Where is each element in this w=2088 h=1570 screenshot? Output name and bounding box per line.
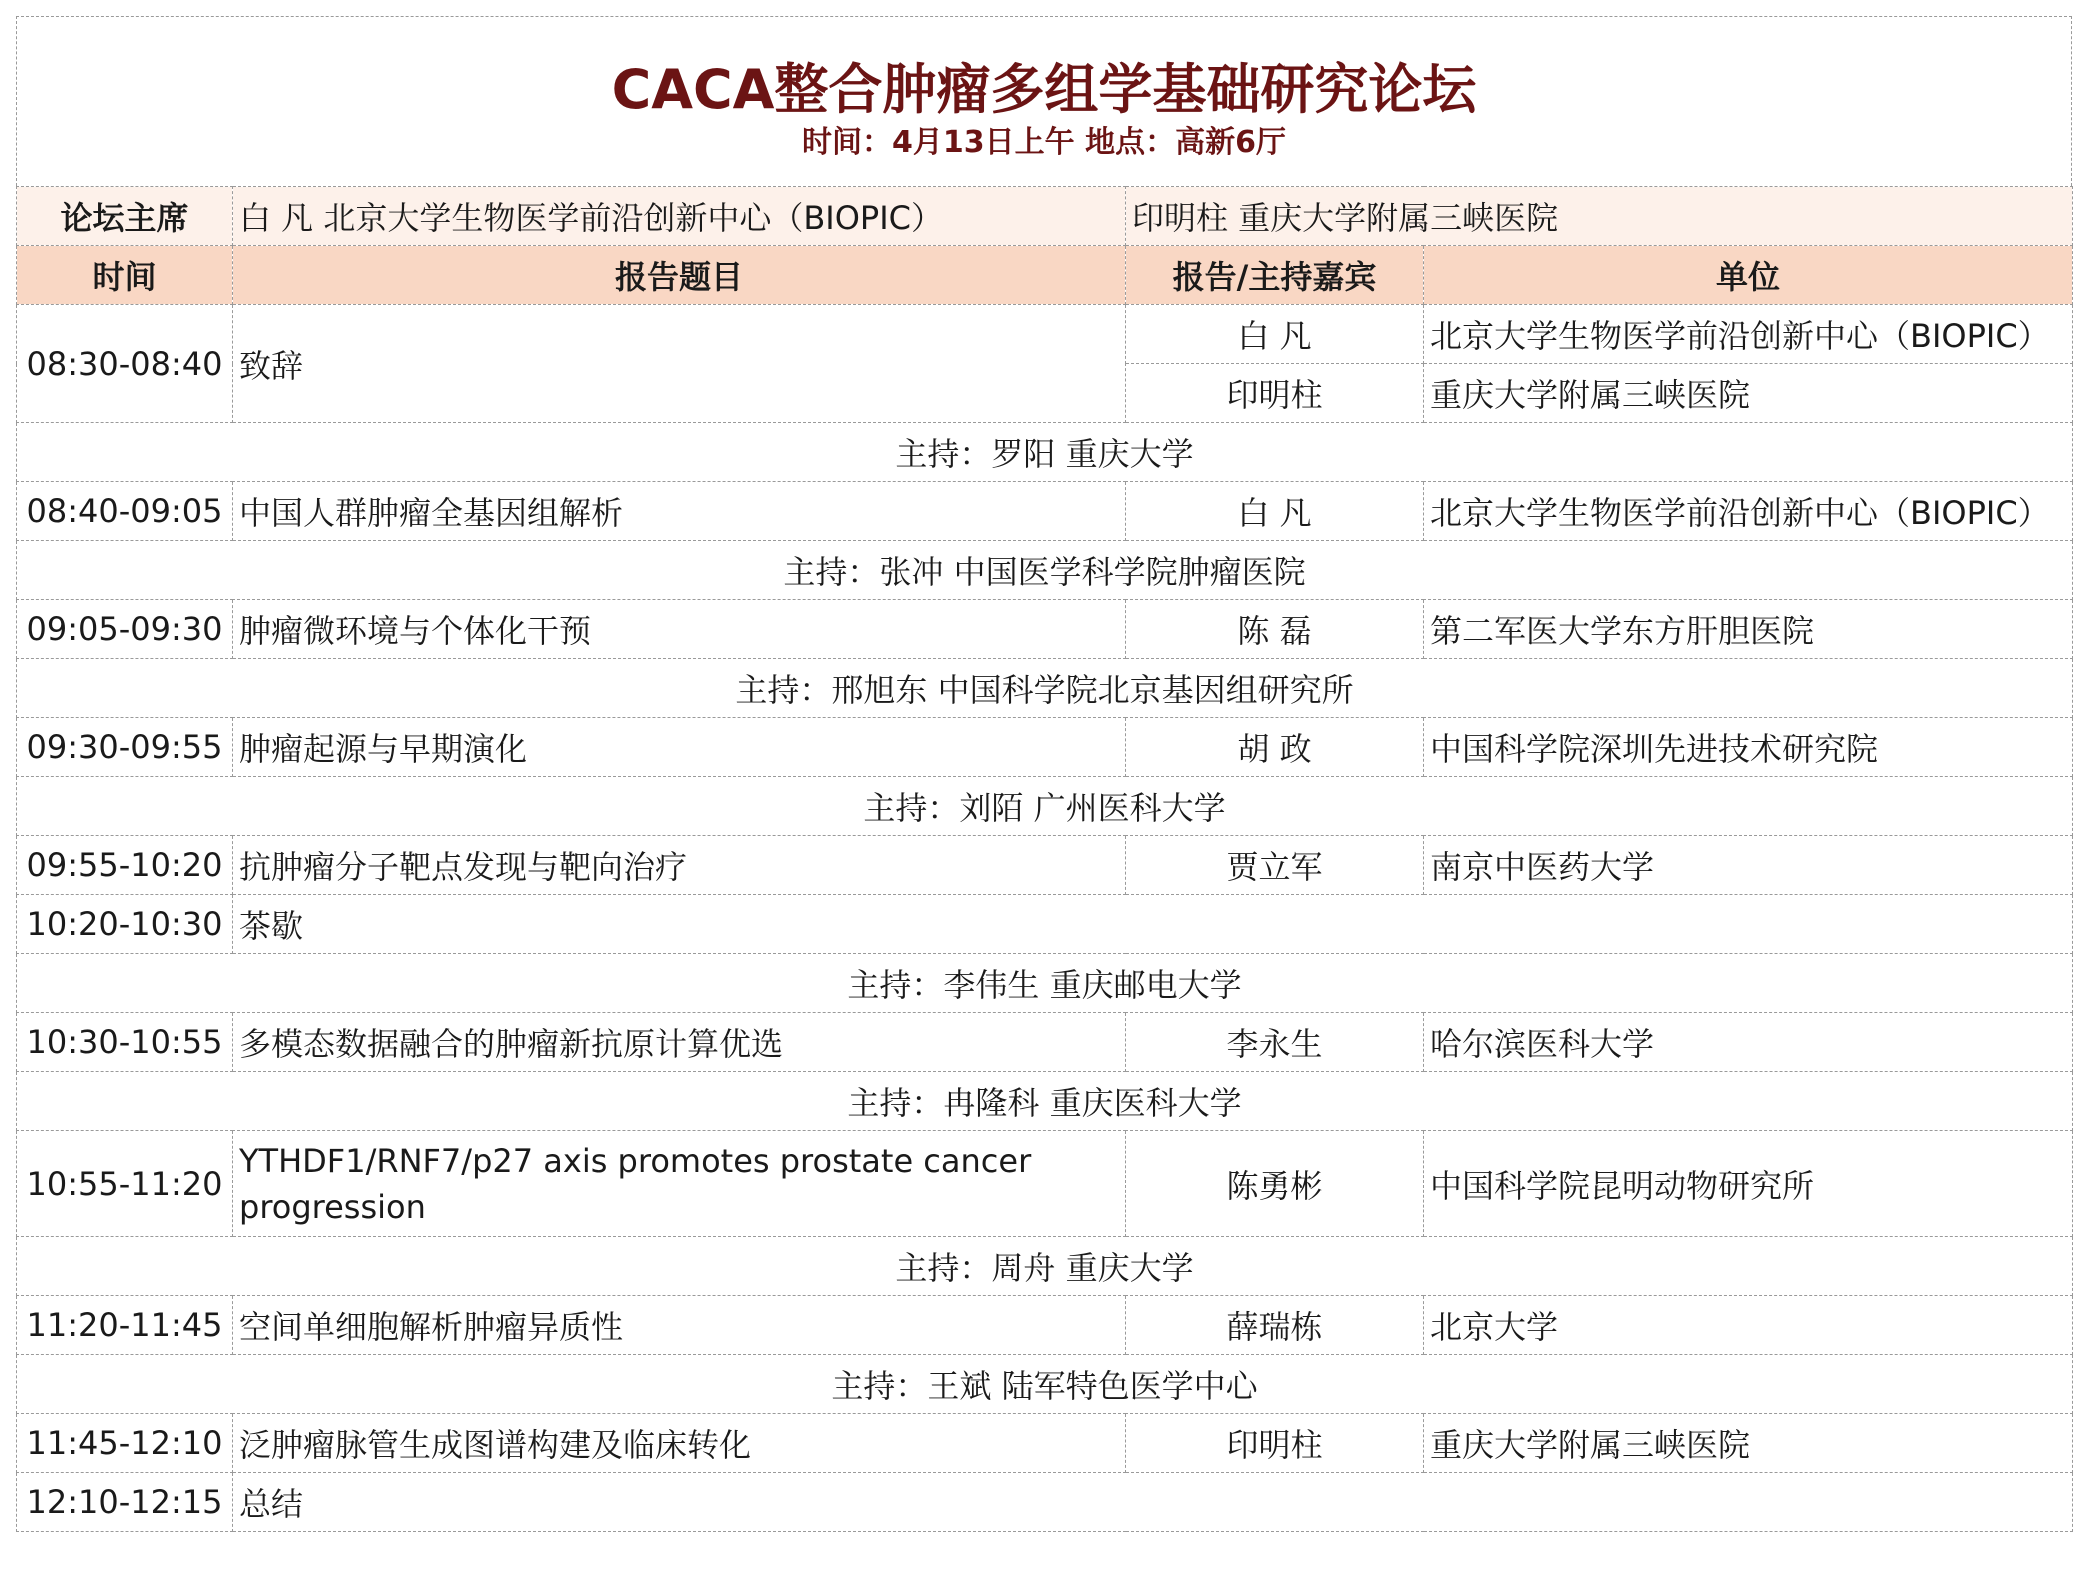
schedule-sheet bbox=[16, 16, 2072, 1554]
row-topic: 泛肿瘤脉管生成图谱构建及临床转化 bbox=[233, 1414, 1126, 1473]
host-row bbox=[17, 1072, 2073, 1131]
row-topic: 中国人群肿瘤全基因组解析 bbox=[233, 482, 1126, 541]
host-text: 主持：王斌 陆军特色医学中心 bbox=[17, 1355, 2073, 1414]
row-topic: 茶歇 bbox=[233, 895, 2073, 954]
row-unit: 中国科学院深圳先进技术研究院 bbox=[1424, 718, 2073, 777]
col-header-time: 时间 bbox=[17, 246, 233, 305]
row-topic: 抗肿瘤分子靶点发现与靶向治疗 bbox=[233, 836, 1126, 895]
row-time: 10:55-11:20 bbox=[17, 1131, 233, 1237]
page-title: CACA整合肿瘤多组学基础研究论坛 bbox=[611, 58, 1477, 121]
row-unit: 北京大学生物医学前沿创新中心（BIOPIC） bbox=[1424, 305, 2073, 364]
table-row bbox=[17, 482, 2073, 541]
row-speaker: 贾立军 bbox=[1126, 836, 1424, 895]
table-row bbox=[17, 1414, 2073, 1473]
row-unit: 中国科学院昆明动物研究所 bbox=[1424, 1131, 2073, 1237]
row-unit: 哈尔滨医科大学 bbox=[1424, 1013, 2073, 1072]
table-row bbox=[17, 1013, 2073, 1072]
host-row bbox=[17, 1355, 2073, 1414]
table-row bbox=[17, 1131, 2073, 1237]
host-text: 主持：邢旭东 中国科学院北京基因组研究所 bbox=[17, 659, 2073, 718]
row-time: 11:20-11:45 bbox=[17, 1296, 233, 1355]
host-row bbox=[17, 777, 2073, 836]
row-unit: 重庆大学附属三峡医院 bbox=[1424, 1414, 2073, 1473]
row-topic: 总结 bbox=[233, 1473, 2073, 1532]
page-subtitle: 时间：4月13日上午 地点：高新6厅 bbox=[802, 125, 1286, 160]
row-time: 12:10-12:15 bbox=[17, 1473, 233, 1532]
row-speaker: 胡 政 bbox=[1126, 718, 1424, 777]
col-header-unit: 单位 bbox=[1424, 246, 2073, 305]
row-speaker: 李永生 bbox=[1126, 1013, 1424, 1072]
row-time: 09:55-10:20 bbox=[17, 836, 233, 895]
chair-right: 印明柱 重庆大学附属三峡医院 bbox=[1126, 187, 2073, 246]
row-time: 10:30-10:55 bbox=[17, 1013, 233, 1072]
row-topic: 多模态数据融合的肿瘤新抗原计算优选 bbox=[233, 1013, 1126, 1072]
host-row bbox=[17, 1237, 2073, 1296]
row-unit: 第二军医大学东方肝胆医院 bbox=[1424, 600, 2073, 659]
table-row bbox=[17, 305, 2073, 364]
row-topic: YTHDF1/RNF7/p27 axis promotes prostate cancer progression bbox=[233, 1131, 1126, 1237]
host-text: 主持：张冲 中国医学科学院肿瘤医院 bbox=[17, 541, 2073, 600]
row-unit: 重庆大学附属三峡医院 bbox=[1424, 364, 2073, 423]
row-speaker: 白 凡 bbox=[1126, 305, 1424, 364]
host-text: 主持：李伟生 重庆邮电大学 bbox=[17, 954, 2073, 1013]
col-header-topic: 报告题目 bbox=[233, 246, 1126, 305]
table-row bbox=[17, 836, 2073, 895]
host-row bbox=[17, 659, 2073, 718]
row-topic: 致辞 bbox=[233, 305, 1126, 423]
row-speaker: 陈勇彬 bbox=[1126, 1131, 1424, 1237]
row-topic: 空间单细胞解析肿瘤异质性 bbox=[233, 1296, 1126, 1355]
table-row bbox=[17, 895, 2073, 954]
table-row bbox=[17, 600, 2073, 659]
host-row bbox=[17, 954, 2073, 1013]
row-speaker: 印明柱 bbox=[1126, 364, 1424, 423]
header-row bbox=[17, 246, 2073, 305]
row-topic: 肿瘤微环境与个体化干预 bbox=[233, 600, 1126, 659]
table-row bbox=[17, 1473, 2073, 1532]
row-time: 09:05-09:30 bbox=[17, 600, 233, 659]
table-row bbox=[17, 1296, 2073, 1355]
row-unit: 北京大学 bbox=[1424, 1296, 2073, 1355]
host-text: 主持：周舟 重庆大学 bbox=[17, 1237, 2073, 1296]
row-time: 10:20-10:30 bbox=[17, 895, 233, 954]
host-row bbox=[17, 423, 2073, 482]
host-text: 主持：罗阳 重庆大学 bbox=[17, 423, 2073, 482]
row-speaker: 白 凡 bbox=[1126, 482, 1424, 541]
row-speaker: 陈 磊 bbox=[1126, 600, 1424, 659]
row-speaker: 印明柱 bbox=[1126, 1414, 1424, 1473]
row-unit: 南京中医药大学 bbox=[1424, 836, 2073, 895]
host-text: 主持：刘陌 广州医科大学 bbox=[17, 777, 2073, 836]
host-text: 主持：冉隆科 重庆医科大学 bbox=[17, 1072, 2073, 1131]
row-time: 09:30-09:55 bbox=[17, 718, 233, 777]
col-header-speaker: 报告/主持嘉宾 bbox=[1126, 246, 1424, 305]
title-block bbox=[16, 16, 2072, 186]
chair-row bbox=[17, 187, 2073, 246]
table-row bbox=[17, 718, 2073, 777]
chair-label: 论坛主席 bbox=[17, 187, 233, 246]
row-time: 11:45-12:10 bbox=[17, 1414, 233, 1473]
row-speaker: 薛瑞栋 bbox=[1126, 1296, 1424, 1355]
row-unit: 北京大学生物医学前沿创新中心（BIOPIC） bbox=[1424, 482, 2073, 541]
host-row bbox=[17, 541, 2073, 600]
row-time: 08:40-09:05 bbox=[17, 482, 233, 541]
chair-left: 白 凡 北京大学生物医学前沿创新中心（BIOPIC） bbox=[233, 187, 1126, 246]
row-topic: 肿瘤起源与早期演化 bbox=[233, 718, 1126, 777]
row-time: 08:30-08:40 bbox=[17, 305, 233, 423]
schedule-table bbox=[16, 186, 2073, 1532]
